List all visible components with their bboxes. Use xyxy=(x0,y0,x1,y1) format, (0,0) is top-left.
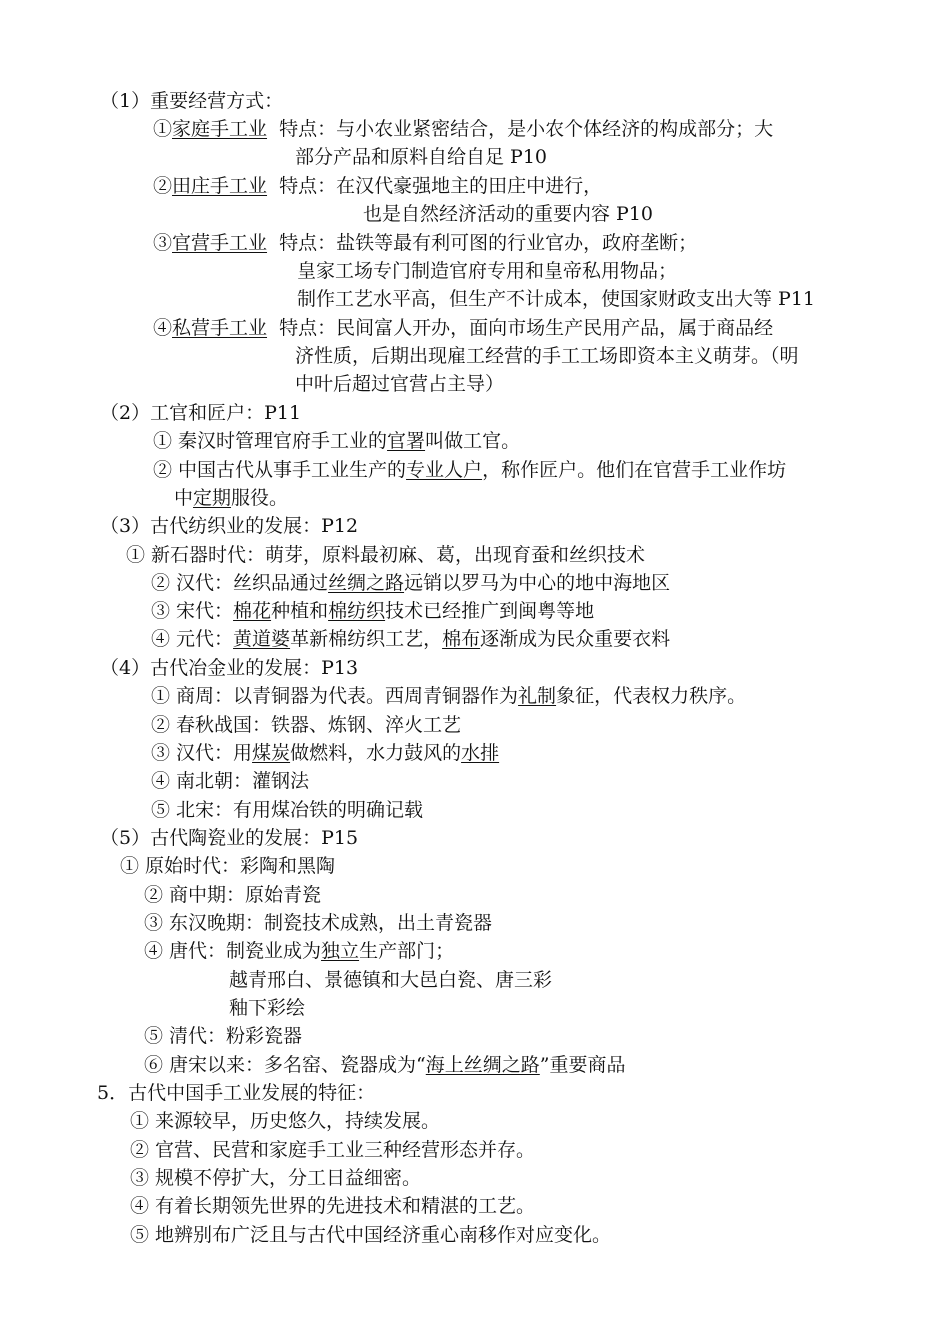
text-segment: ⑥ 唐宋以来：多名窑、瓷器成为“ xyxy=(144,1054,426,1076)
text-segment: 逐渐成为民众重要衣料 xyxy=(480,628,671,650)
text-segment: 象征，代表权力秩序。 xyxy=(556,685,747,707)
text-segment: 种植和 xyxy=(271,600,329,622)
section-heading-operation-modes: （1）重要经营方式： xyxy=(100,90,284,112)
list-item xyxy=(151,684,746,710)
text-segment: ① 秦汉时管理官府手工业的 xyxy=(153,430,388,452)
list-item xyxy=(144,939,454,965)
list-item: ① 原始时代：彩陶和黑陶 xyxy=(120,855,336,877)
item-feature: 特点：盐铁等最有利可图的行业官办，政府垄断； xyxy=(279,232,698,254)
list-item-continuation: 也是自然经济活动的重要内容 P10 xyxy=(363,203,654,225)
item-feature: 特点：民间富人开办，面向市场生产民用产品，属于商品经 xyxy=(279,317,774,339)
list-item-family-handicraft xyxy=(153,117,773,143)
text-segment: ”重要商品 xyxy=(539,1054,626,1076)
section-heading-officials-artisans: （2）工官和匠户：P11 xyxy=(100,402,302,424)
text-segment: ，称作匠户。他们在官营手工业作坊 xyxy=(482,459,787,481)
list-item xyxy=(151,571,670,597)
list-item-continuation: 济性质，后期出现雇工经营的手工工场即资本主义萌芽。（明 xyxy=(295,345,799,367)
underlined-term: 家庭手工业 xyxy=(172,118,268,140)
text-segment: ① 商周：以青铜器为代表。西周青铜器作为 xyxy=(151,685,519,707)
underlined-term: 棉花 xyxy=(233,600,272,622)
item-feature: 特点：在汉代豪强地主的田庄中进行， xyxy=(279,175,603,197)
section-heading-features: 5．古代中国手工业发展的特征： xyxy=(97,1082,376,1104)
list-item xyxy=(153,429,520,455)
text-segment: 远销以罗马为中心的地中海地区 xyxy=(404,572,671,594)
text-segment: ④ 唐代：制瓷业成为 xyxy=(144,940,322,962)
list-item-continuation: 越青邢白、景德镇和大邑白瓷、唐三彩 xyxy=(229,969,553,991)
list-item xyxy=(151,599,594,625)
list-item-continuation: 部分产品和原料自给自足 P10 xyxy=(295,146,548,168)
item-feature: 特点：与小农业紧密结合，是小农个体经济的构成部分；大 xyxy=(279,118,774,140)
underlined-term: 官营手工业 xyxy=(172,232,268,254)
section-heading-metallurgy: （4）古代冶金业的发展：P13 xyxy=(100,657,359,679)
list-item-private-handicraft xyxy=(153,316,773,342)
list-item: ⑤ 清代：粉彩瓷器 xyxy=(144,1025,303,1047)
text-segment: ② 汉代：丝织品通过 xyxy=(151,572,329,594)
list-item-continuation: 制作工艺水平高，但生产不计成本，使国家财政支出大等 P11 xyxy=(297,288,816,310)
section-heading-ceramics: （5）古代陶瓷业的发展：P15 xyxy=(100,827,359,849)
list-item-continuation: 皇家工场专门制造官府专用和皇帝私用物品； xyxy=(297,260,678,282)
underlined-term: 礼制 xyxy=(518,685,557,707)
underlined-term: 水排 xyxy=(461,742,500,764)
text-segment: 技术已经推广到闽粤等地 xyxy=(385,600,595,622)
underlined-term: 黄道婆 xyxy=(233,628,291,650)
text-segment: 中 xyxy=(174,487,194,509)
list-item-continuation xyxy=(174,486,288,512)
list-item xyxy=(151,741,499,767)
underlined-term: 棉纺织 xyxy=(328,600,386,622)
list-item: ④ 有着长期领先世界的先进技术和精湛的工艺。 xyxy=(130,1195,536,1217)
text-segment: 叫做工官。 xyxy=(425,430,521,452)
list-item: ② 商中期：原始青瓷 xyxy=(144,884,322,906)
list-item xyxy=(153,458,786,484)
list-item: ④ 南北朝：灌钢法 xyxy=(151,770,310,792)
underlined-term: 棉布 xyxy=(442,628,481,650)
list-item-continuation: 中叶后超过官营占主导） xyxy=(295,373,505,395)
underlined-term: 独立 xyxy=(321,940,360,962)
text-segment: ③ 宋代： xyxy=(151,600,234,622)
list-item-manor-handicraft xyxy=(153,174,602,200)
text-segment: ④ 元代： xyxy=(151,628,234,650)
list-item: ① 新石器时代：萌芽，原料最初麻、葛，出现育蚕和丝织技术 xyxy=(126,544,646,566)
list-item: ① 来源较早，历史悠久，持续发展。 xyxy=(130,1110,441,1132)
item-number: ① xyxy=(153,118,173,140)
text-segment: 服役。 xyxy=(231,487,289,509)
underlined-term: 官署 xyxy=(387,430,426,452)
list-item-continuation: 釉下彩绘 xyxy=(229,997,306,1019)
text-segment: ③ 汉代：用 xyxy=(151,742,253,764)
underlined-term: 丝绸之路 xyxy=(328,572,405,594)
list-item xyxy=(144,1053,626,1079)
text-segment: 做燃料，水力鼓风的 xyxy=(290,742,462,764)
list-item: ③ 东汉晚期：制瓷技术成熟，出土青瓷器 xyxy=(144,912,493,934)
list-item: ⑤ 北宋：有用煤冶铁的明确记载 xyxy=(151,799,424,821)
underlined-term: 私营手工业 xyxy=(172,317,268,339)
section-heading-textile: （3）古代纺织业的发展：P12 xyxy=(100,515,359,537)
text-segment: ② 中国古代从事手工业生产的 xyxy=(153,459,407,481)
underlined-term: 定期 xyxy=(193,487,232,509)
item-number: ③ xyxy=(153,232,173,254)
underlined-term: 海上丝绸之路 xyxy=(425,1054,540,1076)
item-number: ② xyxy=(153,175,173,197)
list-item xyxy=(151,627,670,653)
list-item: ② 春秋战国：铁器、炼钢、淬火工艺 xyxy=(151,714,462,736)
text-segment: 生产部门； xyxy=(359,940,455,962)
list-item: ② 官营、民营和家庭手工业三种经营形态并存。 xyxy=(130,1139,536,1161)
list-item-official-handicraft xyxy=(153,231,697,257)
underlined-term: 专业人户 xyxy=(406,459,483,481)
item-number: ④ xyxy=(153,317,173,339)
text-segment: 革新棉纺织工艺， xyxy=(290,628,443,650)
underlined-term: 田庄手工业 xyxy=(172,175,268,197)
list-item: ③ 规模不停扩大，分工日益细密。 xyxy=(130,1167,422,1189)
list-item: ⑤ 地辨别布广泛且与古代中国经济重心南移作对应变化。 xyxy=(130,1224,612,1246)
underlined-term: 煤炭 xyxy=(252,742,291,764)
